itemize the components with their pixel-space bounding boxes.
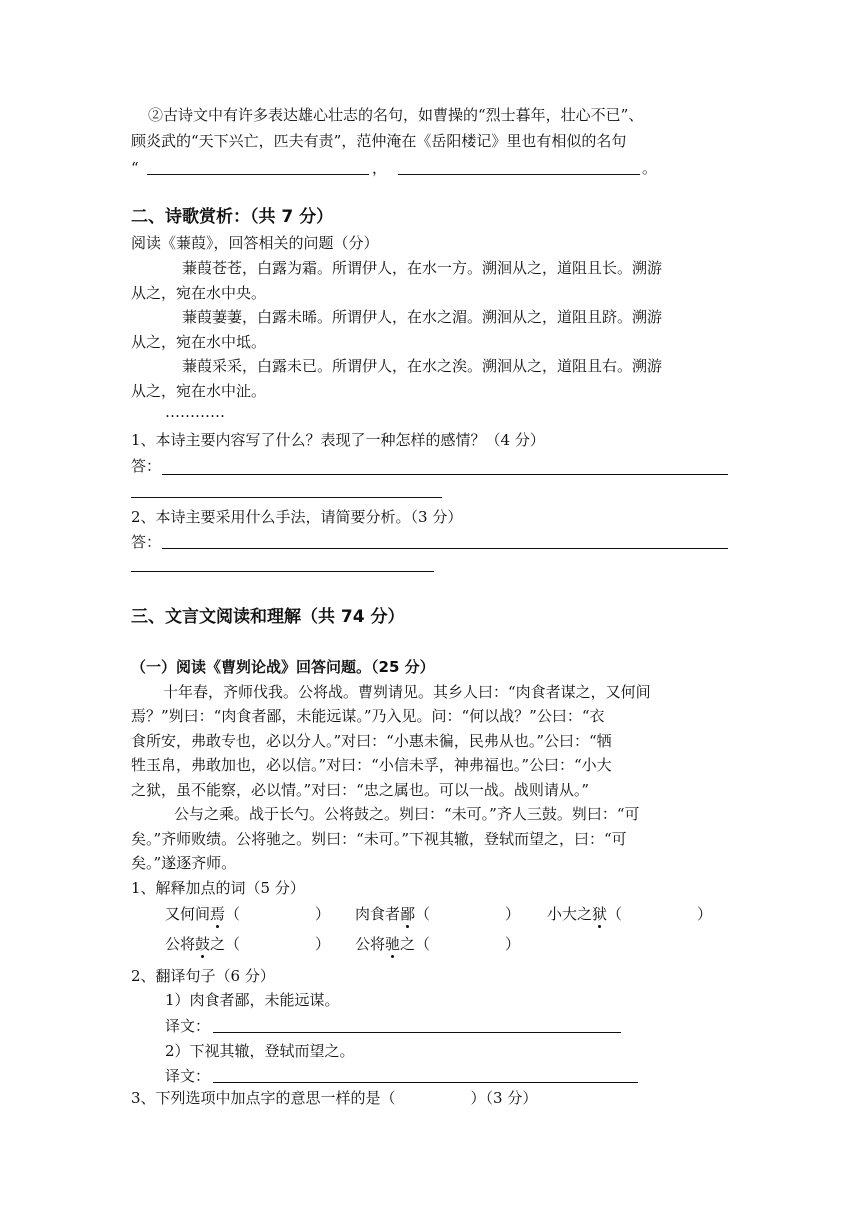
- answer-label: 答：: [131, 457, 162, 475]
- word-item: 公将驰之（ ）: [355, 935, 521, 953]
- passage-line: 公与之乘。战于长勺。公将鼓之。刿曰：“未可。”齐人三鼓。刿曰：“可: [174, 805, 640, 823]
- section2-q1: 1、本诗主要内容写了什么？表现了一种怎样的感情？（4 分）: [131, 431, 545, 449]
- open-quote: “: [131, 159, 139, 177]
- word-item: 又何间焉（ ）: [165, 905, 331, 923]
- dotted-char: 鼓: [195, 935, 211, 953]
- poem-line: 蒹葭苍苍，白露为霜。所谓伊人，在水一方。溯洄从之，道阻且长。溯游: [182, 259, 663, 277]
- passage-line: 十年春，齐师伐我。公将战。曹刿请见。其乡人曰：“肉食者谋之，又何间: [163, 683, 651, 701]
- answer-line[interactable]: [131, 571, 434, 572]
- ellipsis: …………: [165, 403, 225, 421]
- word-item: 公将鼓之（ ）: [165, 935, 331, 953]
- passage-line: 之狱，虽不能察，必以情。”对曰：“忠之属也。可以一战。战则请从。”: [131, 781, 590, 799]
- passage-line: 矣。”齐师败绩。公将驰之。刿曰：“未可。”下视其辙，登轼而望之，曰：“可: [131, 830, 627, 848]
- word-item: 小大之狱（ ）: [547, 905, 713, 923]
- section3-q3: 3、下列选项中加点字的意思一样的是（ ）（3 分）: [131, 1089, 538, 1107]
- answer-line[interactable]: [131, 497, 442, 498]
- answer-line[interactable]: [162, 474, 728, 475]
- comma: ，: [372, 159, 388, 177]
- dotted-char: 狱: [592, 905, 608, 923]
- blank-line-2[interactable]: [398, 174, 640, 175]
- section2-instruction: 阅读《蒹葭》，回答相关的问题（分）: [131, 234, 379, 252]
- poem-line: 从之，宛在水中坻。: [131, 333, 267, 351]
- translation-line[interactable]: [213, 1082, 638, 1083]
- answer-line[interactable]: [162, 548, 728, 549]
- section3-q2: 2、翻译句子（6 分）: [131, 967, 275, 985]
- blank-line-1[interactable]: [147, 174, 369, 175]
- q2-intro-line2: 顾炎武的“天下兴亡，匹夫有责”，范仲淹在《岳阳楼记》里也有相似的名句: [131, 132, 627, 150]
- end-mark: 。: [642, 159, 658, 177]
- sentence-2: 2）下视其辙，登轼而望之。: [165, 1042, 355, 1060]
- poem-line: 从之，宛在水中沚。: [131, 382, 267, 400]
- poem-line: 从之，宛在水中央。: [131, 284, 267, 302]
- sentence-1: 1）肉食者鄙，未能远谋。: [165, 991, 340, 1009]
- poem-line: 蒹葭萋萋，白露未晞。所谓伊人，在水之湄。溯洄从之，道阻且跻。溯游: [182, 308, 663, 326]
- passage-line: 牲玉帛，弗敢加也，必以信。”对曰：“小信未孚，神弗福也。”公曰：“小大: [131, 756, 612, 774]
- section3-heading: 三、文言文阅读和理解（共 74 分）: [131, 607, 405, 627]
- word-item: 肉食者鄙（ ）: [355, 905, 521, 923]
- dotted-char: 焉: [210, 905, 226, 923]
- section2-heading: 二、诗歌赏析：（共 7 分）: [131, 207, 334, 227]
- dotted-char: 驰: [385, 935, 401, 953]
- passage-line: 焉？”刿曰：“肉食者鄙，未能远谋。”乃入见。问：“何以战？”公曰：“衣: [131, 707, 605, 725]
- answer-label: 答：: [131, 533, 162, 551]
- q2-intro-line1: ②古诗文中有许多表达雄心壮志的名句，如曹操的“烈士暮年，壮心不已”、: [148, 106, 644, 124]
- poem-line: 蒹葭采采，白露未已。所谓伊人，在水之涘。溯洄从之，道阻且右。溯游: [182, 357, 663, 375]
- dotted-char: 鄙: [400, 905, 416, 923]
- section3-q1: 1、解释加点的词（5 分）: [131, 879, 305, 897]
- passage-line: 食所安，弗敢专也，必以分人。”对曰：“小惠未徧，民弗从也。”公曰：“牺: [131, 732, 612, 750]
- passage-line: 矣。”遂逐齐师。: [131, 854, 237, 872]
- translation-line[interactable]: [213, 1032, 621, 1033]
- translation-label: 译文：: [165, 1017, 211, 1035]
- section3-sub1: （一）阅读《曹刿论战》回答问题。（25 分）: [131, 658, 435, 676]
- section2-q2: 2、本诗主要采用什么手法，请简要分析。（3 分）: [131, 508, 463, 526]
- translation-label: 译文：: [165, 1067, 211, 1085]
